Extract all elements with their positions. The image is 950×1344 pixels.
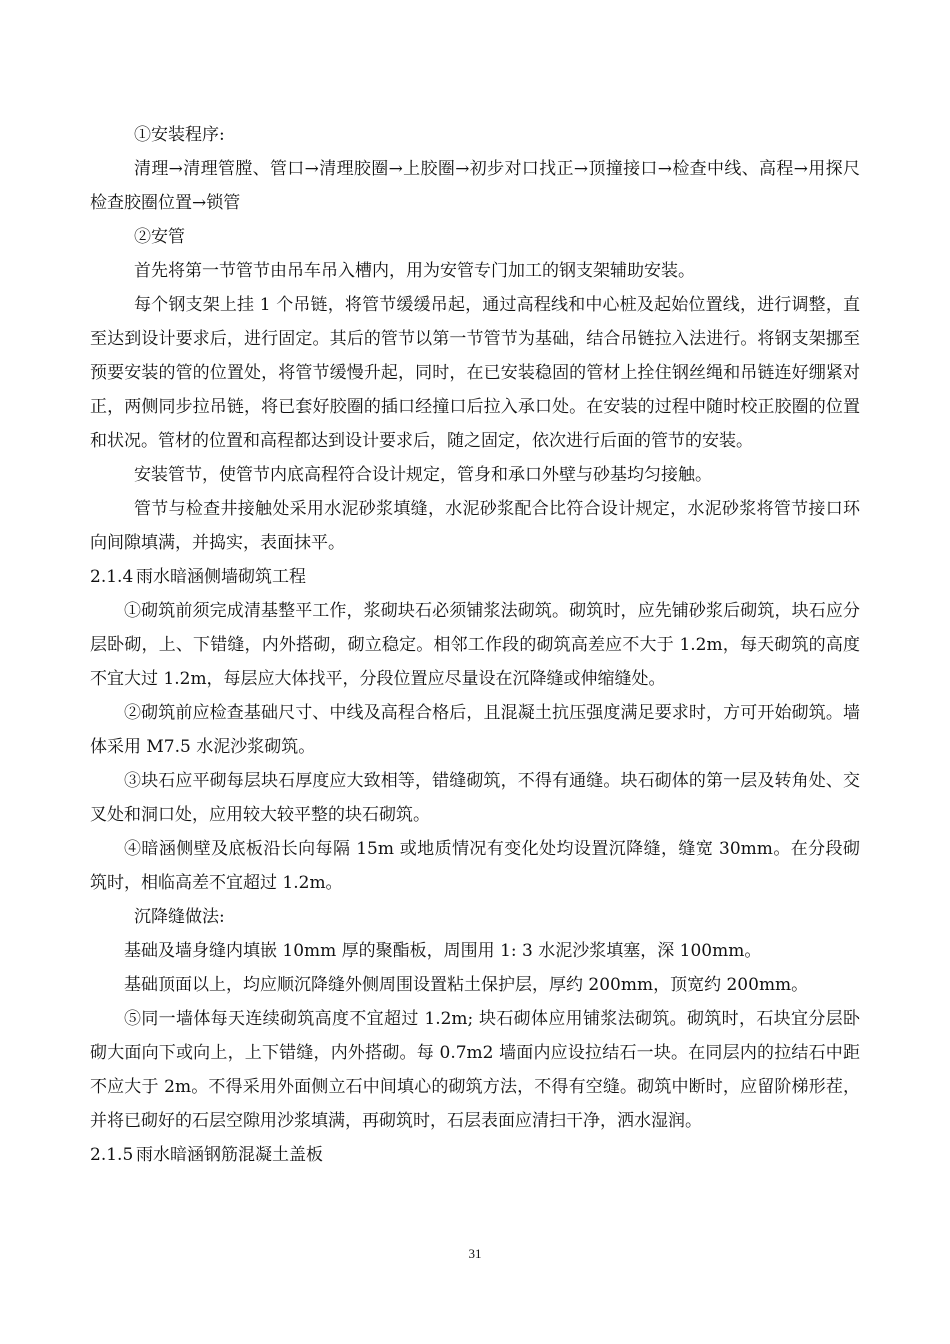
section-number: 2.1.4 [90,567,134,587]
install-procedure-label: ①安装程序: [134,125,225,145]
masonry-item-4: ④暗涵侧壁及底板沿长向每隔 15m 或地质情况有变化处均设置沉降缝，缝宽 30mm。在分段砌筑时，相临高差不宜超过 1.2m。 [90,839,860,893]
settlement-joint-protection: 基础顶面以上，均应顺沉降缝外侧周围设置粘土保护层，厚约 200mm，顶宽约 200mm。 [124,975,809,995]
pipe-laying-elevation: 安装管节，使管节内底高程符合设计规定，管身和承口外壁与砂基均匀接触。 [134,465,712,485]
settlement-joint-filling: 基础及墙身缝内填嵌 10mm 厚的聚酯板，周围用 1: 3 水泥沙浆填塞，深 100mm。 [124,941,762,961]
section-title: 雨水暗涵钢筋混凝土盖板 [136,1145,323,1165]
section-heading-2-1-5 [90,1138,860,1172]
section-number: 2.1.5 [90,1145,134,1165]
pipe-laying-joint-mortar: 管节与检查井接触处采用水泥砂浆填缝，水泥砂浆配合比符合设计规定，水泥砂浆将管节接口环向间隙填满，并捣实，表面抹平。 [90,499,860,553]
section-heading-2-1-4 [90,560,860,594]
masonry-item-3: ③块石应平砌每层块石厚度应大致相等，错缝砌筑，不得有通缝。块石砌体的第一层及转角处、交叉处和洞口处，应用较大较平整的块石砌筑。 [90,771,860,825]
pipe-laying-chain-hoist: 每个钢支架上挂 1 个吊链，将管节缓缓吊起，通过高程线和中心桩及起始位置线，进行调整，直至达到设计要求后，进行固定。其后的管节以第一节管节为基础，结合吊链拉入法进行。将钢支架挪至预要安装的管的位置处，将管节缓慢升起，同时，在已安装稳固的管材上拴住钢丝绳和吊链连好绷紧对正，两侧同步拉吊链，将已套好胶圈的插口经撞口后拉入承口处。在安装的过程中随时校正胶圈的位置和状况。管材的位置和高程都达到设计要求后，随之固定，依次进行后面的管节的安装。 [90,295,860,451]
install-procedure-steps: 清理→清理管膛、管口→清理胶圈→上胶圈→初步对口找正→顶撞接口→检查中线、高程→用探尺检查胶圈位置→锁管 [90,159,860,213]
masonry-item-2: ②砌筑前应检查基础尺寸、中线及高程合格后，且混凝土抗压强度满足要求时，方可开始砌筑。墙体采用 M7.5 水泥沙浆砌筑。 [90,703,860,757]
masonry-item-1: ①砌筑前须完成清基整平工作，浆砌块石必须铺浆法砌筑。砌筑时，应先铺砂浆后砌筑，块石应分层卧砌，上、下错缝，内外搭砌，砌立稳定。相邻工作段的砌筑高差应不大于 1.2m，每天砌筑的高度不宜大过 1.2m，每层应大体找平，分段位置应尽量设在沉降缝或伸缩缝处。 [90,601,860,689]
page-number: 31 [468,1246,482,1261]
page-body [90,118,860,1172]
masonry-item-5: ⑤同一墙体每天连续砌筑高度不宜超过 1.2m; 块石砌体应用铺浆法砌筑。砌筑时，石块宜分层卧砌大面向下或向上，上下错缝，内外搭砌。每 0.7m2 墙面内应设拉结石一块。在同层内的拉结石中距不应大于 2m。不得采用外面侧立石中间填心的砌筑方法，不得有空缝。砌筑中断时，应留阶梯形茬，并将已砌好的石层空隙用沙浆填满，再砌筑时，石层表面应清扫干净，洒水湿润。 [90,1009,860,1131]
section-title: 雨水暗涵侧墙砌筑工程 [136,567,306,587]
pipe-laying-first-section: 首先将第一节管节由吊车吊入槽内，用为安管专门加工的钢支架辅助安装。 [134,261,695,281]
pipe-laying-label: ②安管 [134,227,185,247]
settlement-joint-label: 沉降缝做法: [134,907,225,927]
